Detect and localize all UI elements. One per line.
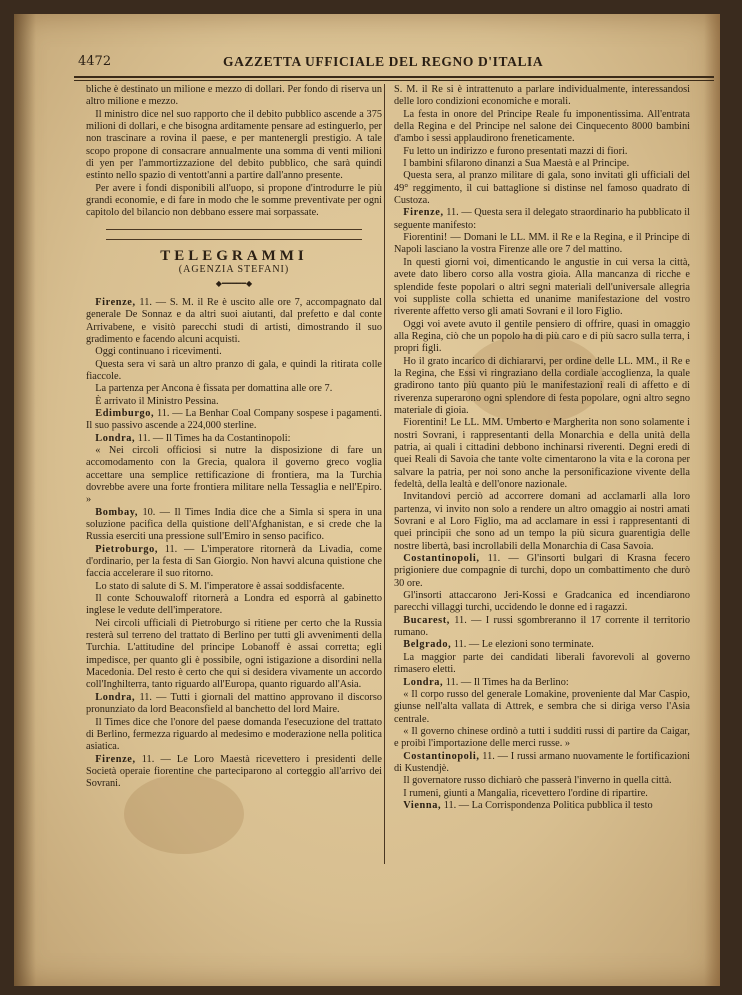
paragraph: [86, 433, 382, 445]
paragraph: [86, 717, 382, 754]
paragraph-text: La festa in onore del Principe Reale fu imponentissima. All'entrata della Regina e del Principe nel salone dei Cinquecento 8000 bambini d'ambo i sessi applaudirono freneticamente.: [394, 108, 690, 145]
dateline-place: Firenze,: [403, 207, 444, 219]
paragraph-text: 11. — Le elezioni sono terminate.: [451, 639, 594, 651]
paragraph-text: Oggi voi avete avuto il gentile pensiero di offrire, quasi in omaggio alla Regina, ciò che un popolo ha di più caro e di più sacro sulla terra, i propri figli.: [394, 318, 690, 355]
newspaper-page: [14, 14, 720, 986]
page-number: 4472: [78, 54, 112, 69]
paragraph-text: 11. — La Benhar Coal Company sospese i pagamenti. Il suo passivo ascende a 224,000 sterline.: [86, 407, 382, 432]
dateline-place: Londra,: [403, 676, 444, 688]
paragraph: bliche è destinato un milione e mezzo di dollari. Per fondo di riserva un altro milione e mezzo.: [86, 84, 382, 108]
paragraph: [86, 507, 382, 544]
paragraph-text: 11. — Gl'insorti bulgari di Krasna fecero prigioniere due compagnie di turchi, dopo un combattimento che durò 30 ore.: [394, 553, 690, 589]
paragraph: [394, 491, 690, 553]
paragraph-text: Lo stato di salute di S. M. l'imperatore è assai soddisfacente.: [95, 580, 345, 592]
paragraph: [394, 553, 690, 590]
paragraph: Il ministro dice nel suo rapporto che il debito pubblico ascende a 375 milioni di dollari, e che bisogna arditamente pensare ad estinguerlo, per non trascinare a rovina il paese, e per mantenergli prestigio. A tale scopo propone di consacrare annualmente una somma di venti milioni di yen per l'ammortizzazione del debito pubblico, che sarà quindi estinto nello spazio di ventott'anni a partire dall'anno presente.: [86, 108, 382, 182]
paragraph-text: 11. — Il Times ha da Costantinopoli:: [135, 432, 291, 444]
paragraph: [394, 689, 690, 726]
paragraph: [394, 158, 690, 170]
paragraph-text: Il Times dice che l'onore del paese domanda l'esecuzione del trattato di Berlino, fermezza riguardo al medesimo e moderazione nella politica asiatica.: [86, 716, 382, 753]
paragraph-text: « Nei circoli officiosi si nutre la disposizione di fare un accomodamento con la Grecia, qualora il governo greco voglia accettare una semplice rettificazione di frontiera, ma la Turchia dovrebbe avere una forte frontiera militare nella Tessaglia e nell'Epiro. »: [86, 444, 382, 506]
section-title: TELEGRAMMI: [160, 247, 308, 264]
paragraph-text: La maggior parte dei candidati liberali favorevoli al governo rimasero eletti.: [394, 651, 690, 676]
paragraph: [394, 788, 690, 800]
paragraph-text: « Il governo chinese ordinò a tutti i sudditi russi di partire da Caigar, e proibì l'importazione delle merci russe. »: [394, 725, 690, 750]
paragraph: [86, 383, 382, 395]
paragraph: [394, 652, 690, 677]
paragraph-text: Questa sera vi sarà un altro pranzo di gala, e quindi la ritirata colle fiaccole.: [86, 358, 382, 382]
column-divider: [384, 84, 385, 864]
newspaper-title: GAZZETTA UFFICIALE DEL REGNO D'ITALIA: [223, 54, 544, 69]
paragraph: [394, 257, 690, 319]
paragraph: [394, 84, 690, 109]
paragraph: [394, 775, 690, 787]
dispatch-list: [86, 297, 382, 791]
title-ornament: ◆━━━━━◆: [215, 279, 253, 289]
header-rule-thin: [74, 80, 714, 81]
dateline-place: Pietroburgo,: [95, 543, 159, 555]
dispatch-list: [394, 84, 690, 812]
paragraph: [86, 445, 382, 507]
dateline-place: Costantinopoli,: [403, 553, 480, 565]
paragraph-text: Oggi continuano i ricevimenti.: [95, 346, 222, 358]
paragraph-text: In questi giorni voi, dimenticando le angustie in cui versa la città, avete dato libero corso alla vostra gioia. Alla mancanza di ricche e splendide feste popolari o altri segni materiali dell'universale allegria voi suppliste colla schietta ed unanime manifestazione del vostro riverente affetto verso gli amati Sovrani e il loro Figlio.: [394, 256, 690, 318]
paragraph-text: « Il corpo russo del generale Lomakine, proveniente dal Mar Caspio, giunse nell'alta vallata di Attrek, e sembra che si diriga verso l'Asia centrale.: [394, 688, 690, 725]
paragraph-text: Il governatore russo dichiarò che passerà l'inverno in quella città.: [403, 775, 672, 787]
paragraph-text: Fiorentini! Le LL. MM. Umberto e Margherita non sono solamente i nostri Sovrani, i rappresentanti della Monarchia e della unità della patria, ai quali i cittadini debbono inchinarsi riverenti. Degni eredi di quei Reali di Savoia che tante volte cimentarono la vita e la corona per salvare la patria, per noi sono anche la personificazione vivente della fedeltà, della lealtà e dell'onore nazionale.: [394, 417, 690, 490]
page-edge-shadow: [704, 14, 720, 986]
paragraph-text: Il conte Schouwaloff ritornerà a Londra ed esporrà al gabinetto inglese le vedute dell'imperatore.: [86, 593, 382, 617]
paragraph: [394, 726, 690, 751]
section-separator: [106, 229, 362, 230]
paragraph: Per avere i fondi disponibili all'uopo, si propone d'introdurre le più grandi economie, e di fare in modo che le somme preventivate per ogni capitolo del bilancio non debbano essere mai sorpassate.: [86, 182, 382, 219]
dateline-place: Costantinopoli,: [403, 750, 480, 762]
paragraph: [394, 109, 690, 146]
paragraph: [394, 356, 690, 418]
dateline-place: Belgrado,: [403, 639, 452, 651]
paragraph: [394, 232, 690, 257]
paragraph: [86, 408, 382, 433]
paragraph: [86, 396, 382, 408]
paragraph: [394, 319, 690, 356]
left-column: [86, 84, 382, 791]
page-spine-shadow: [14, 14, 36, 986]
paragraph-text: 10. — Il Times India dice che a Simla si spera in una soluzione pacifica della quistione dell'Afghanistan, e si crede che la Russia eserciti una pressione sull'Emiro in senso pacifico.: [86, 506, 382, 543]
paragraph: [394, 639, 690, 651]
paragraph: [394, 207, 690, 232]
paragraph-text: 11. — La Corrispondenza Politica pubblica il testo: [441, 799, 653, 811]
dateline-place: Firenze,: [95, 296, 136, 308]
header-rule: [74, 76, 714, 78]
dateline-place: Bombay,: [95, 506, 139, 518]
paragraph-text: 11. — Il Times ha da Berlino:: [443, 676, 569, 688]
paragraph-text: 11. — S. M. il Re è uscito alle ore 7, accompagnato dal generale De Sonnaz e da altri suoi aiutanti, dal prefetto e dal conte Arrivabene, e visitò parecchi studi di artisti, dimostrando il suo gradimento e facendo alcuni acquisti.: [86, 296, 382, 345]
paragraph: [394, 615, 690, 640]
dateline-place: Edimburgo,: [95, 407, 155, 419]
paragraph-text: La partenza per Ancona è fissata per domattina alle ore 7.: [95, 383, 333, 395]
paragraph: [394, 146, 690, 158]
paragraph: [86, 544, 382, 581]
dateline-place: Vienna,: [403, 799, 442, 811]
intro-text: [86, 84, 382, 220]
paragraph-text: S. M. il Re si è intrattenuto a parlare individualmente, interessandosi delle loro condizioni economiche e morali.: [394, 84, 690, 108]
paragraph-text: Questa sera, al pranzo militare di gala, sono invitati gli ufficiali del 49° reggimento, il cui battaglione si distinse nel famoso quadrato di Custoza.: [394, 170, 690, 207]
paragraph: [86, 754, 382, 791]
paragraph-text: 11. — Tutti i giornali del mattino approvano il discorso pronunziato da lord Beaconsfield al banchetto del lord Maire.: [86, 691, 382, 716]
paragraph: [86, 581, 382, 593]
paragraph-text: I bambini sfilarono dinanzi a Sua Maestà e al Principe.: [403, 158, 630, 170]
paragraph: [394, 800, 690, 812]
paragraph: [394, 170, 690, 207]
dateline-place: Londra,: [95, 691, 136, 703]
paragraph-text: È arrivato il Ministro Pessina.: [95, 395, 219, 407]
paragraph: [394, 751, 690, 776]
page-header: [78, 44, 714, 74]
paragraph: [86, 346, 382, 358]
paragraph-text: 11. — Le Loro Maestà ricevettero i presidenti delle Società operaie fiorentine che parteciparono al corteggio all'arrivo dei Sovrani.: [86, 753, 382, 790]
paragraph: [394, 677, 690, 689]
paragraph: [394, 590, 690, 615]
paragraph-text: 11. — I russi sgombreranno il 17 corrente il territorio rumano.: [394, 614, 690, 639]
paragraph-text: Ho il grato incarico di dichiararvi, per ordine delle LL. MM., il Re e la Regina, che Essi vi ringraziano della cordiale accoglienza, la quale gradirono tanto più quanto più le manifestazioni reali di affetto e di riverenza superarono ogni splendore di festa popolare, ogni altro segno materiale di gioia.: [394, 355, 690, 416]
paragraph-text: Fu letto un indirizzo e furono presentati mazzi di fiori.: [403, 145, 628, 157]
paragraph-text: 11. — I russi armano nuovamente le fortificazioni di Kustendjè.: [394, 750, 690, 774]
paragraph: [86, 618, 382, 692]
paragraph-text: I rumeni, giunti a Mangalia, ricevettero l'ordine di ripartire.: [403, 787, 648, 799]
paragraph-text: Invitandovi perciò ad accorrere domani ad acclamarli alla loro partenza, vi invito non solo a rendere un altro omaggio ai nostri amati Sovrani e al Loro Figlio, ma ad acclamare in essi i rappresentanti di quei principii che sono ad un tempo la più sicura guarentigia delle nostre libertà, basi incrollabili della Monarchia di Casa Savoia.: [394, 491, 690, 552]
paragraph-text: 11. — L'imperatore ritornerà da Livadia, come d'ordinario, per la festa di San Giorgio. Non havvi alcuna quistione che faccia accelerare il suo ritorno.: [86, 543, 382, 580]
dateline-place: Bucarest,: [403, 614, 450, 626]
dateline-place: Firenze,: [95, 753, 136, 765]
paragraph-text: Fiorentini! — Domani le LL. MM. il Re e la Regina, e il Principe di Napoli lasciano la vostra Firenze alle ore 7 del mattino.: [394, 232, 690, 256]
paragraph-text: 11. — Questa sera il delegato straordinario ha pubblicato il seguente manifesto:: [394, 207, 690, 231]
paragraph: [86, 359, 382, 384]
right-column: [394, 84, 690, 812]
paragraph: [86, 692, 382, 717]
paragraph-text: Nei circoli ufficiali di Pietroburgo si ritiene per certo che la Russia resterà sul terreno del trattato di Berlino per tutti gli avvenimenti della Turchia. L'attitudine del principe Lobanoff è assai corretta; egli impedisce, per quanto gli è possibile, ogni istigazione a disordini nella Macedonia. Del resto è certo che qui si desidera vivamente un accordo coll'Inghilterra, tanto riguardo all'Europa, quanto riguardo all'Asia.: [86, 617, 382, 691]
paragraph: [86, 297, 382, 346]
paragraph: [86, 593, 382, 618]
section-subtitle: (AGENZIA STEFANI): [178, 264, 290, 276]
section-separator-thin: [106, 239, 362, 240]
paragraph-text: Gl'insorti attaccarono Jeri-Kossi e Gradcanica ed incendiarono parecchi villaggi turchi, uccidendo le donne ed i ragazzi.: [394, 590, 690, 614]
paragraph: [394, 417, 690, 491]
dateline-place: Londra,: [95, 432, 136, 444]
